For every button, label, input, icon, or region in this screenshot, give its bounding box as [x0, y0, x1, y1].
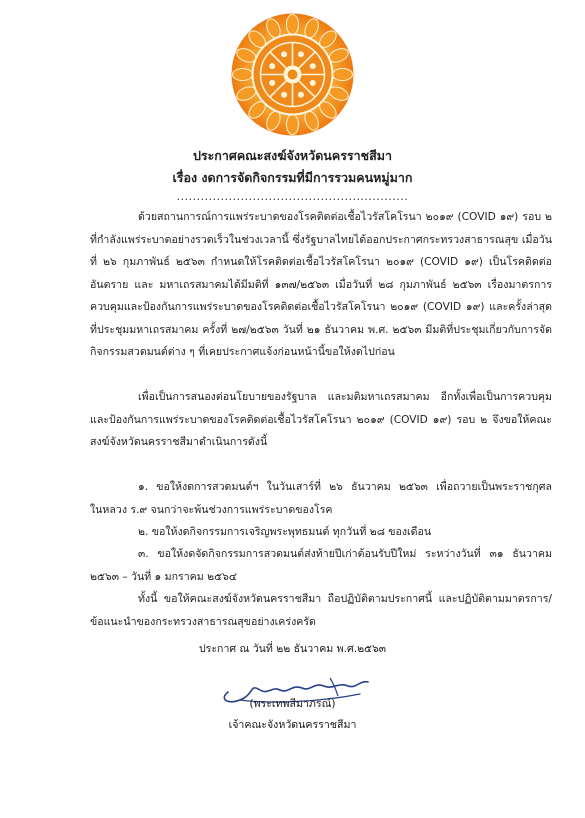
signer-title: เจ้าคณะจังหวัดนครราชสีมา [228, 719, 357, 731]
body-paragraph-1 [90, 206, 552, 364]
paragraph-text: เพื่อเป็นการสนองต่อนโยบายของรัฐบาล และมติมหาเถรสมาคม อีกทั้งเพื่อเป็นการควบคุมและป้องกันการแพร่ระบาดของโรคติดต่อเชื้อไวรัสโคโรนา ๒๐๑๙ (COVID ๑๙) รอบ ๒ จึงขอให้คณะสงฆ์จังหวัดนครราชสีมาดำเนินการดังนี้ [90, 391, 552, 448]
emblem-figure [298, 51, 304, 57]
list-item-text: ๓. ขอให้งดจัดกิจกรรมการสวดมนต์ส่งท้ายปีเก่าต้อนรับปีใหม่ ระหว่างวันที่ ๓๑ ธันวาคม ๒๕๖๓ – วันที่ ๑ มกราคม ๒๕๖๔ [90, 548, 552, 583]
paragraph-text: ด้วยสถานการณ์การแพร่ระบาดของโรคติดต่อเชื้อไวรัสโคโรนา ๒๐๑๙ (COVID ๑๙) รอบ ๒ ที่กำลังแพร่ระบาดอย่างรวดเร็วในช่วงเวลานี้ ซึ่งรัฐบาลไทยได้ออกประกาศกระทรวงสาธารณสุข เมื่อวันที่ ๒๖ กุมภาพันธ์ ๒๕๖๓ กำหนดให้โรคติดต่อเชื้อไวรัสโคโรนา ๒๐๑๙ (COVID ๑๙) เป็นโรคติดต่ออันตราย และ มหาเถรสมาคมได้มีมติที่ ๑๓๗/๒๕๖๓ เมื่อวันที่ ๒๘ กุมภาพันธ์ ๒๕๖๓ เรื่องมาตรการควบคุมและป้องกันการแพร่ระบาดของโรคติดต่อเชื้อไวรัสโคโรนา ๒๐๑๙ (COVID ๑๙) และครั้งล่าสุดที่ประชุมมหาเถรสมาคม ครั้งที่ ๒๗/๒๕๖๓ วันที่ ๒๑ ธันวาคม พ.ศ. ๒๕๖๓ มีมติที่ประชุมเกี่ยวกับการจัดกิจกรรมสวดมนต์ต่าง ๆ ที่เคยประกาศแจ้งก่อนหน้านี้ขอให้งดไปก่อน [90, 211, 552, 358]
body-paragraph-2 [90, 386, 552, 454]
emblem-figure [298, 92, 304, 98]
emblem-petal [287, 115, 299, 135]
emblem-petal [287, 15, 299, 35]
announcement-subject: เรื่อง งดการจัดกิจกรรมที่มีการรวมคนหมู่มาก [172, 170, 413, 185]
list-item-1 [90, 476, 552, 521]
title-separator: .......................................................... [176, 190, 409, 203]
announcement-date: ประกาศ ณ วันที่ ๒๒ ธันวาคม พ.ศ.๒๕๖๓ [198, 643, 387, 655]
paragraph-text: ทั้งนี้ ขอให้คณะสงฆ์จังหวัดนครราชสีมา ถือปฏิบัติตามประกาศนี้ และปฏิบัติตามมาตรการ/ข้อแนะนำของกระทรวงสาธารณสุขอย่างเคร่งครัด [90, 593, 552, 628]
dharma-wheel-emblem [230, 12, 355, 137]
emblem-figure [281, 92, 287, 98]
list-item-text: ๑. ขอให้งดการสวดมนต์ฯ ในวันเสาร์ที่ ๒๖ ธันวาคม ๒๕๖๓ เพื่อถวายเป็นพระราชกุศล ในหลวง ร.๙ จนกว่าจะพ้นช่วงการแพร่ระบาดของโรค [90, 481, 552, 516]
body-paragraph-3 [90, 588, 552, 633]
list-item-text: ๒. ขอให้งดกิจกรรมการเจริญพระพุทธมนต์ ทุกวันที่ ๒๘ ของเดือน [138, 526, 432, 538]
emblem-figure [269, 63, 275, 69]
emblem-figure [281, 51, 287, 57]
emblem-figure [310, 80, 316, 86]
emblem-petal [333, 69, 353, 81]
emblem-figure [269, 80, 275, 86]
emblem-figure [310, 63, 316, 69]
list-item-3 [90, 543, 552, 588]
emblem-petal [233, 69, 253, 81]
signer-name: (พระเทพสีมาภรณ์) [249, 698, 336, 710]
announcement-title: ประกาศคณะสงฆ์จังหวัดนครราชสีมา [192, 148, 393, 163]
list-item-2 [90, 521, 552, 544]
